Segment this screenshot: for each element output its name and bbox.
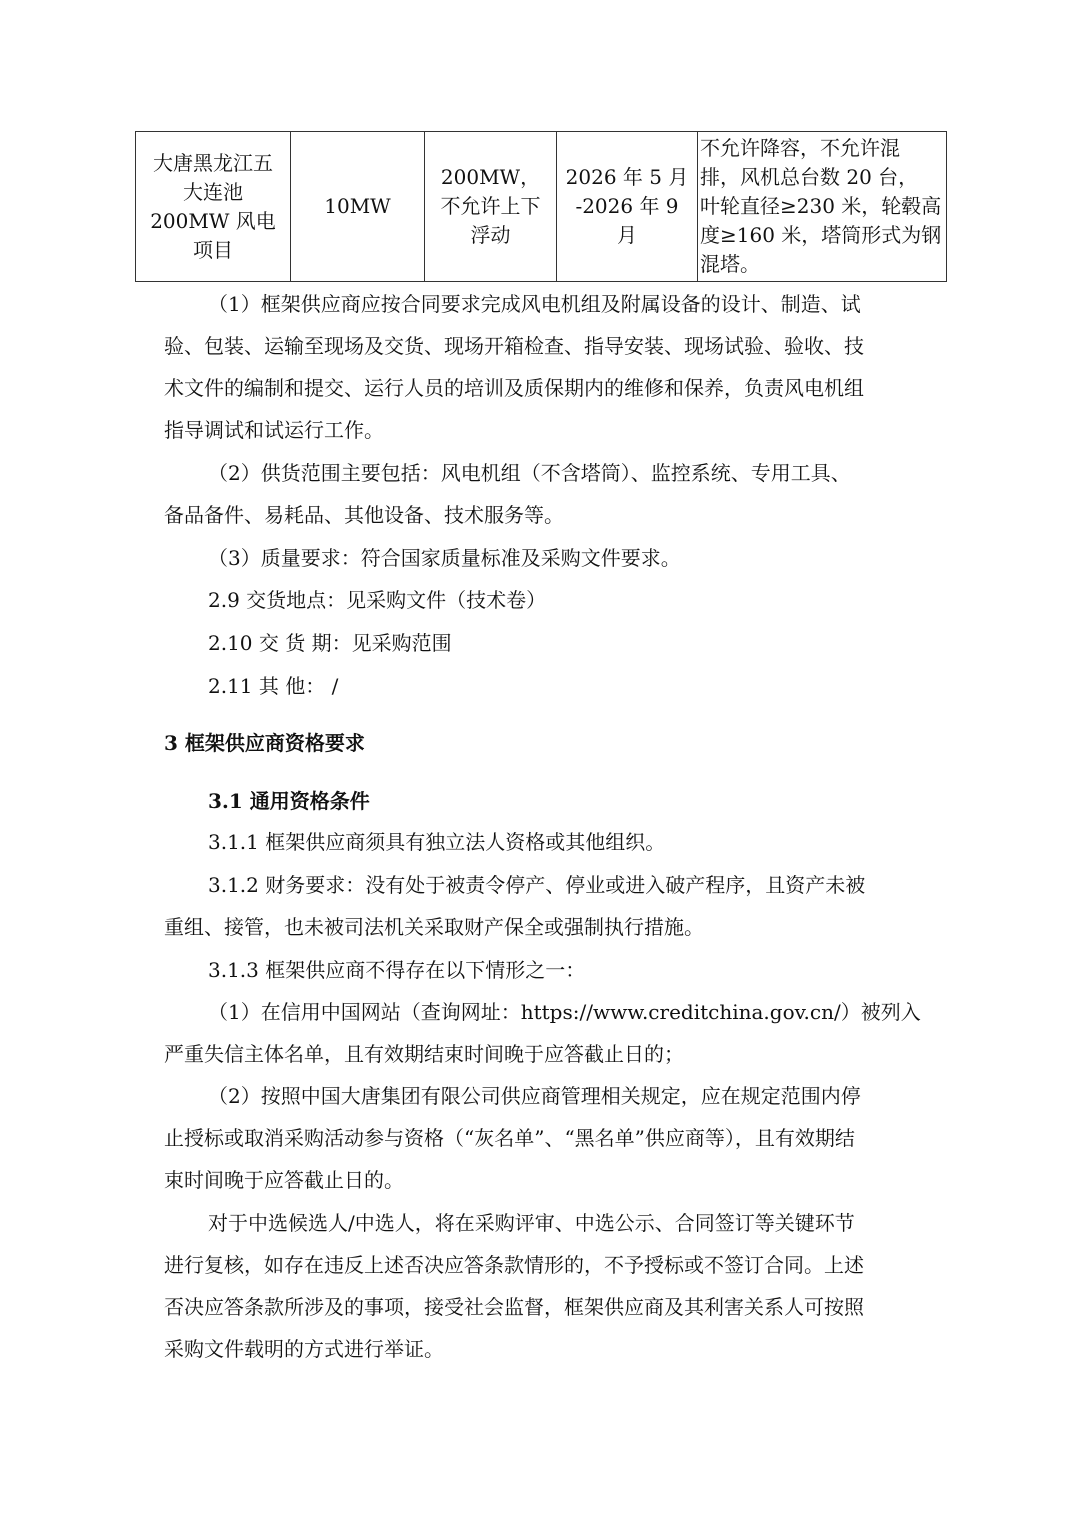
- paragraph-line: 2.9 交货地点：见采购文件（技术卷）: [208, 588, 547, 612]
- paragraph-line: 对于中选候选人/中选人，将在采购评审、中选公示、合同签订等关键环节: [208, 1211, 855, 1235]
- paragraph-line: （1）在信用中国网站（查询网址：https://www.creditchina.gov.cn/）被列入: [208, 1000, 921, 1024]
- cell-line: 大唐黑龙江五: [153, 150, 273, 175]
- cell-line: 200MW，: [440, 165, 541, 189]
- cell-delivery-period: [557, 132, 698, 282]
- paragraph-line: 严重失信主体名单，且有效期结束时间晚于应答截止日的；: [164, 1042, 684, 1066]
- paragraph-line: 否决应答条款所涉及的事项，接受社会监督，框架供应商及其利害关系人可按照: [164, 1295, 864, 1319]
- cell-line: 2026 年 5 月: [565, 165, 689, 189]
- paragraph-line: （3）质量要求：符合国家质量标准及采购文件要求。: [208, 546, 681, 570]
- paragraph-line: 术文件的编制和提交、运行人员的培训及质保期内的维修和保养，负责风电机组: [164, 376, 864, 400]
- cell-line: 月: [617, 223, 637, 247]
- paragraph-line: 进行复核，如存在违反上述否决应答条款情形的，不予授标或不签订合同。上述: [164, 1253, 864, 1277]
- paragraph-line: 2.10 交 货 期：见采购范围: [208, 631, 452, 655]
- paragraph-line: 指导调试和试运行工作。: [164, 418, 384, 442]
- cell-line: 叶轮直径≥230 米，轮毂高: [700, 194, 942, 218]
- cell-notes: [698, 132, 947, 282]
- cell-line: 不允许降容，不允许混: [700, 136, 900, 160]
- cell-line: 项目: [193, 237, 233, 262]
- paragraph-line: （2）供货范围主要包括：风电机组（不含塔筒）、监控系统、专用工具、: [208, 461, 851, 485]
- cell-total-capacity: [425, 132, 557, 282]
- cell-line: 10MW: [324, 194, 391, 218]
- procurement-table: [135, 131, 947, 282]
- paragraph-line: 备品备件、易耗品、其他设备、技术服务等。: [164, 503, 564, 527]
- section-heading: 3 框架供应商资格要求: [164, 731, 365, 755]
- paragraph-line: 验、包装、运输至现场及交货、现场开箱检查、指导安装、现场试验、验收、技: [164, 334, 864, 358]
- paragraph-line: （1）框架供应商应按合同要求完成风电机组及附属设备的设计、制造、试: [208, 292, 861, 316]
- cell-line: 浮动: [470, 223, 511, 247]
- subsection-heading: 3.1 通用资格条件: [208, 789, 370, 813]
- paragraph-line: （2）按照中国大唐集团有限公司供应商管理相关规定，应在规定范围内停: [208, 1084, 861, 1108]
- table-row: [136, 132, 947, 282]
- paragraph-line: 重组、接管，也未被司法机关采取财产保全或强制执行措施。: [164, 915, 704, 939]
- paragraph-line: 3.1.2 财务要求：没有处于被责令停产、停业或进入破产程序，且资产未被: [208, 873, 866, 897]
- cell-unit-capacity: [291, 132, 425, 282]
- paragraph-line: 止授标或取消采购活动参与资格（“灰名单”、“黑名单”供应商等），且有效期结: [164, 1126, 855, 1150]
- cell-project-name: [136, 132, 291, 282]
- paragraph-line: 3.1.3 框架供应商不得存在以下情形之一：: [208, 958, 586, 982]
- cell-line: -2026 年 9: [575, 194, 679, 218]
- cell-line: 排，风机总台数 20 台，: [700, 165, 919, 189]
- paragraph-line: 3.1.1 框架供应商须具有独立法人资格或其他组织。: [208, 830, 666, 854]
- paragraph-line: 束时间晚于应答截止日的。: [164, 1168, 404, 1192]
- cell-line: 混塔。: [700, 252, 760, 276]
- paragraph-line: 2.11 其 他： /: [208, 674, 339, 698]
- cell-line: 200MW 风电: [150, 208, 276, 233]
- paragraph-line: 采购文件载明的方式进行举证。: [164, 1337, 444, 1361]
- cell-line: 不允许上下: [440, 194, 541, 218]
- cell-line: 度≥160 米，塔筒形式为钢: [700, 223, 942, 247]
- cell-line: 大连池: [183, 179, 243, 204]
